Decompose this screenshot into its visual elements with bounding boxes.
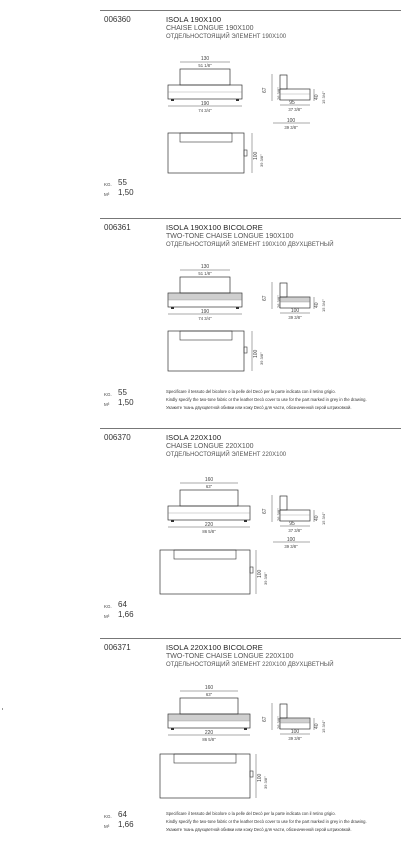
dim-top-width: 130	[200, 264, 210, 270]
dim-height-in: 26 3/8"	[276, 295, 281, 308]
side-view	[262, 74, 326, 130]
dim-front-width-in: 86 5/8"	[202, 529, 216, 534]
product-006361	[0, 218, 401, 428]
dim-plan-depth: 100	[257, 773, 263, 782]
plan-view	[168, 133, 264, 173]
dim-height: 67	[262, 716, 268, 722]
front-view	[168, 685, 250, 742]
dim-top-width-in: 51 1/8"	[198, 63, 212, 68]
technical-drawing	[155, 466, 395, 596]
dim-side-depth: 100	[290, 729, 300, 735]
weight-label: KG.	[104, 604, 112, 609]
dim-top-width: 160	[204, 477, 214, 483]
dim-side-depth-in: 39 3/8"	[284, 544, 298, 549]
front-view	[168, 477, 250, 534]
dim-seat-height-in: 15 3/4"	[321, 299, 326, 312]
dim-top-width-in: 63"	[205, 692, 213, 697]
dim-seat-height-in: 15 3/4"	[321, 720, 326, 733]
dim-side-depth: 100	[286, 537, 296, 543]
front-view	[168, 56, 242, 113]
weight-value: 64	[118, 810, 127, 819]
product-006370	[0, 428, 401, 633]
product-subtitle-ru: ОТДЕЛЬНОСТОЯЩИЙ ЭЛЕМЕНТ 220X100	[166, 452, 287, 458]
dim-plan-depth-in: 39 3/8"	[263, 572, 268, 585]
two-tone-notes	[166, 810, 367, 834]
side-view	[262, 495, 326, 549]
product-code: 006361	[104, 223, 131, 232]
side-view	[262, 703, 326, 741]
product-subtitle-en: CHAISE LONGUE 190X100	[166, 25, 254, 32]
product-title: ISOLA 190X100	[166, 15, 222, 24]
dim-seat-height: 40	[314, 302, 320, 308]
dim-top-width: 130	[200, 56, 210, 62]
dim-side-seat: 95	[289, 100, 295, 106]
dim-side-depth-in: 39 3/8"	[288, 315, 302, 320]
volume-value: 1,50	[118, 398, 134, 407]
dim-height: 67	[262, 87, 268, 93]
dim-seat-height: 40	[314, 723, 320, 729]
weight-label: KG.	[104, 392, 112, 397]
two-tone-notes	[166, 388, 367, 412]
dim-side-depth: 100	[286, 118, 296, 124]
dim-seat-height-in: 15 3/4"	[321, 512, 326, 525]
note-en: Kindly specify the two-tone fabric or the leather Decò cover to use for the part marked in grey in the drawing.	[166, 397, 367, 402]
dim-side-depth: 100	[290, 308, 300, 314]
dim-top-width: 160	[204, 685, 214, 691]
technical-drawing	[155, 674, 395, 799]
note-ru: Укажите ткань двухцветной обивки или кожу Decò для части, обозначенной серой штриховкой.	[166, 405, 352, 410]
dim-seat-height: 40	[314, 515, 320, 521]
side-view	[262, 282, 326, 320]
section-divider	[100, 428, 401, 429]
two-tone-area	[169, 715, 250, 722]
product-subtitle-ru: ОТДЕЛЬНОСТОЯЩИЙ ЭЛЕМЕНТ 190X100	[166, 34, 287, 40]
product-code: 006371	[104, 643, 131, 652]
product-subtitle-en: TWO-TONE CHAISE LONGUE 220X100	[166, 653, 294, 660]
weight-value: 64	[118, 600, 127, 609]
note-it: Specificare il tessuto del bicolore o la pelle del Decò per la parte indicata con il retino grigio.	[166, 811, 336, 816]
dim-plan-depth-in: 39 3/8"	[259, 154, 264, 167]
dim-height: 67	[262, 508, 268, 514]
dim-front-width-in: 86 5/8"	[202, 737, 216, 742]
note-en: Kindly specify the two-tone fabric or the leather Decò cover to use for the part marked in grey in the drawing.	[166, 819, 367, 824]
note-ru: Укажите ткань двухцветной обивки или кожу Decò для части, обозначенной серой штриховкой.	[166, 827, 352, 832]
technical-drawing	[155, 45, 395, 175]
dim-side-seat: 95	[289, 521, 295, 527]
dim-side-seat-in: 37 3/8"	[288, 528, 302, 533]
volume-value: 1,66	[118, 610, 134, 619]
product-subtitle-ru: ОТДЕЛЬНОСТОЯЩИЙ ЭЛЕМЕНТ 220X100 ДВУХЦВЕТНЫЙ	[166, 662, 334, 668]
two-tone-area	[169, 294, 242, 301]
dim-seat-height-in: 15 3/4"	[321, 91, 326, 104]
dim-top-width-in: 51 1/8"	[198, 271, 212, 276]
dim-plan-depth: 100	[253, 151, 259, 160]
product-title: ISOLA 190X100 BICOLORE	[166, 223, 263, 232]
technical-drawing	[155, 253, 395, 383]
dim-side-depth-in: 39 3/8"	[284, 125, 298, 130]
dim-front-width: 190	[200, 309, 210, 315]
product-code: 006360	[104, 15, 131, 24]
dim-side-seat-in: 37 3/8"	[288, 107, 302, 112]
dim-seat-height: 40	[314, 94, 320, 100]
weight-value: 55	[118, 388, 127, 397]
note-it: Specificare il tessuto del bicolore o la pelle del Decò per la parte indicata con il retino grigio.	[166, 389, 336, 394]
volume-label: M³	[104, 824, 110, 829]
volume-label: M³	[104, 402, 110, 407]
dim-front-width: 220	[204, 730, 214, 736]
volume-label: M³	[104, 192, 110, 197]
dim-front-width: 220	[204, 522, 214, 528]
plan-view	[160, 754, 268, 798]
weight-value: 55	[118, 178, 127, 187]
dim-top-width-in: 63"	[205, 484, 213, 489]
product-006371	[0, 638, 401, 841]
weight-label: KG.	[104, 814, 112, 819]
dim-plan-depth: 100	[257, 569, 263, 578]
product-subtitle-en: TWO-TONE CHAISE LONGUE 190X100	[166, 233, 294, 240]
dim-plan-depth-in: 39 3/8"	[263, 776, 268, 789]
product-006360	[0, 10, 401, 215]
dim-height-in: 26 3/8"	[276, 716, 281, 729]
dim-plan-depth-in: 39 3/8"	[259, 352, 264, 365]
product-subtitle-en: CHAISE LONGUE 220X100	[166, 443, 254, 450]
front-view	[168, 264, 242, 321]
weight-label: KG.	[104, 182, 112, 187]
dim-height-in: 26 3/8"	[276, 508, 281, 521]
dim-height-in: 26 3/8"	[276, 87, 281, 100]
plan-view	[160, 550, 268, 594]
section-divider	[100, 218, 401, 219]
dim-side-depth-in: 39 3/8"	[288, 736, 302, 741]
dim-plan-depth: 100	[253, 349, 259, 358]
dim-front-width: 190	[200, 101, 210, 107]
product-title: ISOLA 220X100	[166, 433, 222, 442]
dim-front-width-in: 74 3/4"	[198, 108, 212, 113]
dim-front-width-in: 74 3/4"	[198, 316, 212, 321]
volume-label: M³	[104, 614, 110, 619]
section-divider	[100, 638, 401, 639]
plan-view	[168, 331, 264, 371]
product-code: 006370	[104, 433, 131, 442]
volume-value: 1,66	[118, 820, 134, 829]
volume-value: 1,50	[118, 188, 134, 197]
product-title: ISOLA 220X100 BICOLORE	[166, 643, 263, 652]
dim-height: 67	[262, 295, 268, 301]
section-divider	[100, 10, 401, 11]
product-subtitle-ru: ОТДЕЛЬНОСТОЯЩИЙ ЭЛЕМЕНТ 190X100 ДВУХЦВЕТНЫЙ	[166, 242, 334, 248]
margin-mark	[2, 708, 3, 710]
